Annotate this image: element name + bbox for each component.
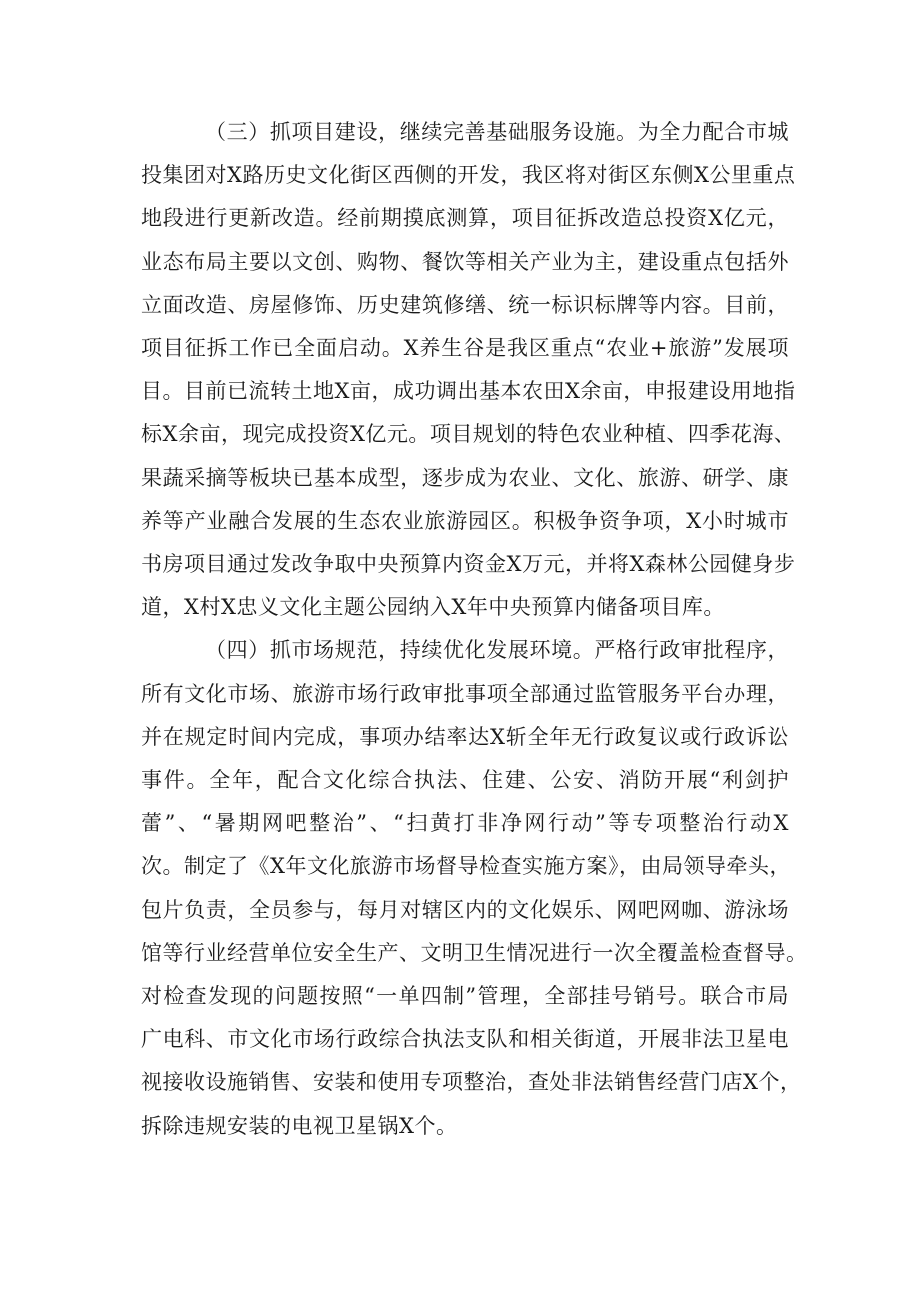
text-line: 馆等行业经营单位安全生产、文明卫生情况进行一次全覆盖检查督导。 (141, 940, 808, 965)
text-line: 标X余亩，现完成投资X亿元。项目规划的特色农业种植、四季花海、 (141, 422, 796, 447)
text-line: 投集团对X路历史文化街区西侧的开发，我区将对街区东侧X公里重点 (141, 163, 796, 188)
text-line: 目。目前已流转土地X亩，成功调出基本农田X余亩，申报建设用地指 (141, 379, 796, 404)
text-line: 所有文化市场、旅游市场行政审批事项全部通过监管服务平台办理， (141, 681, 789, 706)
paragraph-section-3 (141, 111, 796, 629)
text-line: 立面改造、房屋修饰、历史建筑修缮、统一标识标牌等内容。目前， (141, 292, 789, 317)
text-line: 果蔬采摘等板块已基本成型，逐步成为农业、文化、旅游、研学、康 (141, 465, 789, 490)
text-line: （四）抓市场规范，持续优化发展环境。严格行政审批程序， (205, 638, 789, 663)
text-line: 道，X村X忠义文化主题公园纳入X年中央预算内储备项目库。 (141, 595, 725, 620)
document-body (141, 111, 808, 1148)
text-line: 视接收设施销售、安装和使用专项整治，查处非法销售经营门店X个， (141, 1070, 802, 1095)
text-line: 包片负责，全员参与，每月对辖区内的文化娱乐、网吧网咖、游泳场 (141, 897, 789, 922)
text-line: （三）抓项目建设，继续完善基础服务设施。为全力配合市城 (205, 120, 789, 144)
text-line: 业态布局主要以文创、购物、餐饮等相关产业为主，建设重点包括外 (141, 249, 789, 274)
paragraph-section-4 (141, 629, 808, 1147)
text-line: 书房项目通过发改争取中央预算内资金X万元，并将X森林公园健身步 (141, 552, 796, 577)
text-line: 广电科、市文化市场行政综合执法支队和相关街道，开展非法卫星电 (141, 1027, 789, 1052)
text-line: 拆除违规安装的电视卫星锅X个。 (141, 1113, 458, 1138)
text-line: 养等产业融合发展的生态农业旅游园区。积极争资争项，X小时城市 (141, 508, 789, 533)
text-line: 并在规定时间内完成，事项办结率达X斩全年无行政复议或行政诉讼 (141, 724, 789, 749)
text-line: 项目征拆工作已全面启动。X养生谷是我区重点“农业+旅游”发展项 (141, 336, 789, 361)
text-line: 地段进行更新改造。经前期摸底测算，项目征拆改造总投资X亿元， (141, 206, 789, 231)
text-line: 对检查发现的问题按照“一单四制”管理，全部挂号销号。联合市局 (141, 984, 789, 1009)
text-line: 事件。全年，配合文化综合执法、住建、公安、消防开展“利剑护 (141, 768, 789, 793)
text-line: 蕾”、“暑期网吧整治”、“扫黄打非净网行动”等专项整治行动X (141, 811, 789, 836)
text-line: 次。制定了《X年文化旅游市场督导检查实施方案》，由局领导牵头， (141, 854, 791, 879)
